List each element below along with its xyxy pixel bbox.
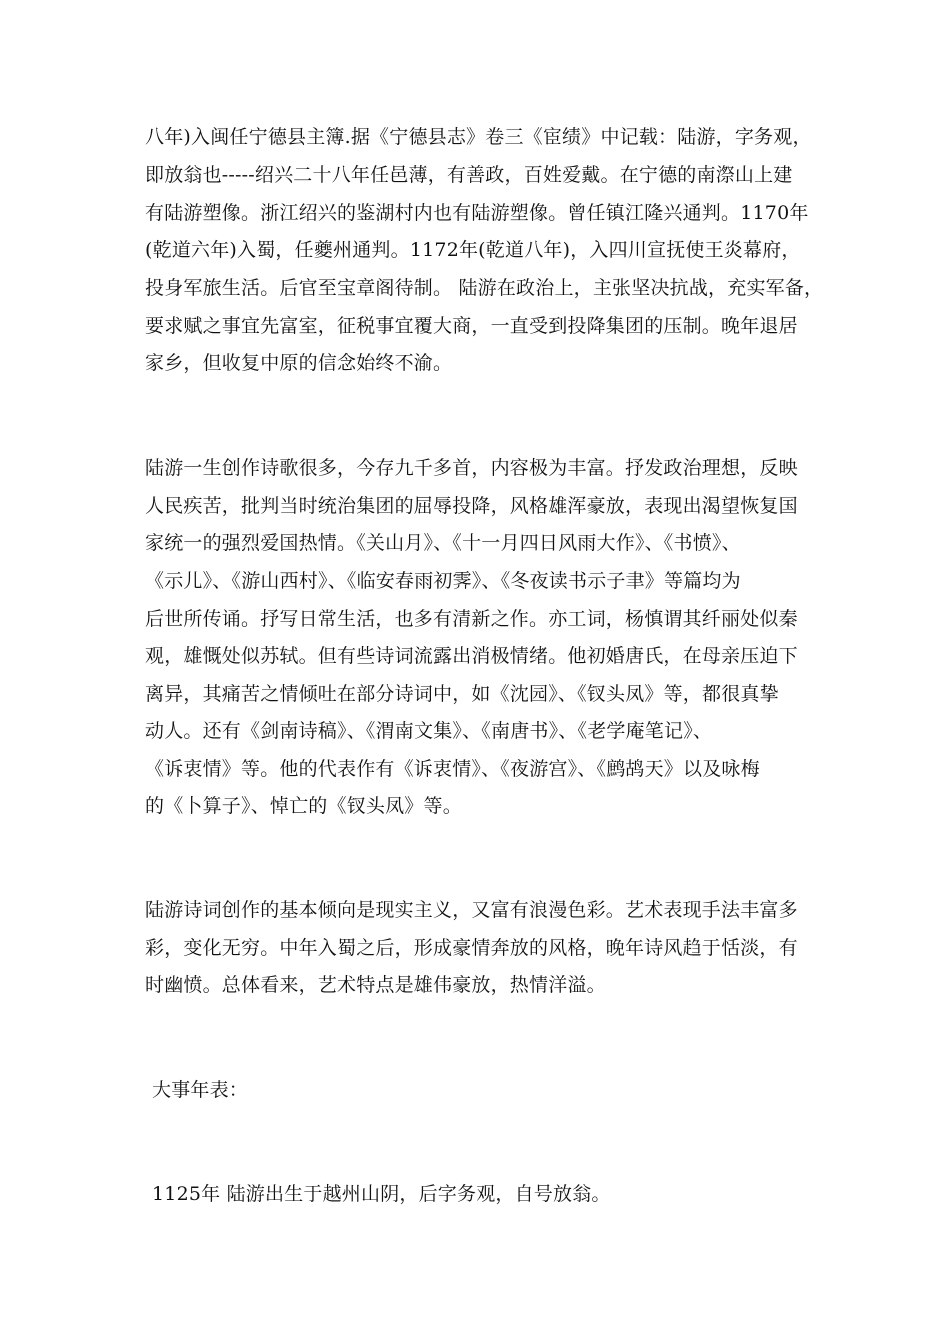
paragraph-3-line-3: 时幽愤。总体看来，艺术特点是雄伟豪放，热情洋溢。	[145, 974, 606, 996]
paragraph-2-line-6: 观，雄慨处似苏轼。但有些诗词流露出消极情绪。他初婚唐氏，在母亲压迫下	[145, 645, 798, 667]
paragraph-1-line-7: 家乡，但收复中原的信念始终不渝。	[145, 352, 453, 374]
paragraph-1-line-5: 投身军旅生活。后官至宝章阁待制。 陆游在政治上，主张坚决抗战，充实军备，	[145, 277, 824, 299]
paragraph-1-line-4: (乾道六年)入蜀，任夔州通判。1172年(乾道八年)，入四川宣抚使王炎幕府，	[145, 239, 801, 261]
chronology-heading: 大事年表：	[152, 1079, 249, 1101]
paragraph-1-line-6: 要求赋之事宜先富室，征税事宜覆大商，一直受到投降集团的压制。晚年退居	[145, 315, 798, 337]
paragraph-1-line-2: 即放翁也-----绍兴二十八年任邑薄，有善政，百姓爱戴。在宁德的南漈山上建	[145, 164, 793, 186]
paragraph-2-line-9: 《诉衷情》等。他的代表作有《诉衷情》、《夜游宫》、《鹧鸪天》以及咏梅	[145, 758, 760, 780]
paragraph-3-line-2: 彩，变化无穷。中年入蜀之后，形成豪情奔放的风格，晚年诗风趋于恬淡，有	[145, 937, 798, 959]
paragraph-2-line-3: 家统一的强烈爱国热情。《关山月》、《十一月四日风雨大作》、《书愤》、	[145, 532, 741, 554]
paragraph-2-line-7: 离异，其痛苦之情倾吐在部分诗词中，如《沈园》、《钗头凤》等，都很真挚	[145, 683, 779, 705]
paragraph-2-line-5: 后世所传诵。抒写日常生活，也多有清新之作。亦工词，杨慎谓其纤丽处似秦	[145, 608, 798, 630]
chronology-entry: 1125年 陆游出生于越州山阴，后字务观，自号放翁。	[152, 1183, 611, 1205]
paragraph-3-line-1: 陆游诗词创作的基本倾向是现实主义，又富有浪漫色彩。艺术表现手法丰富多	[145, 899, 798, 921]
paragraph-1-line-3: 有陆游塑像。浙江绍兴的鉴湖村内也有陆游塑像。曾任镇江隆兴通判。1170年	[145, 202, 809, 224]
paragraph-2-line-4: 《示儿》、《游山西村》、《临安春雨初霁》、《冬夜读书示子聿》等篇均为	[145, 570, 741, 592]
paragraph-2-line-1: 陆游一生创作诗歌很多，今存九千多首，内容极为丰富。抒发政治理想，反映	[145, 457, 798, 479]
paragraph-2-line-8: 动人。还有《剑南诗稿》、《渭南文集》、《南唐书》、《老学庵笔记》、	[145, 720, 713, 742]
paragraph-2-line-2: 人民疾苦，批判当时统治集团的屈辱投降，风格雄浑豪放，表现出渴望恢复国	[145, 495, 798, 517]
paragraph-2-line-10: 的《卜算子》、悼亡的《钗头凤》等。	[145, 795, 462, 817]
paragraph-1-line-1: 八年)入闽任宁德县主簿.据《宁德县志》卷三《宦绩》中记载：陆游，字务观，	[145, 126, 812, 148]
